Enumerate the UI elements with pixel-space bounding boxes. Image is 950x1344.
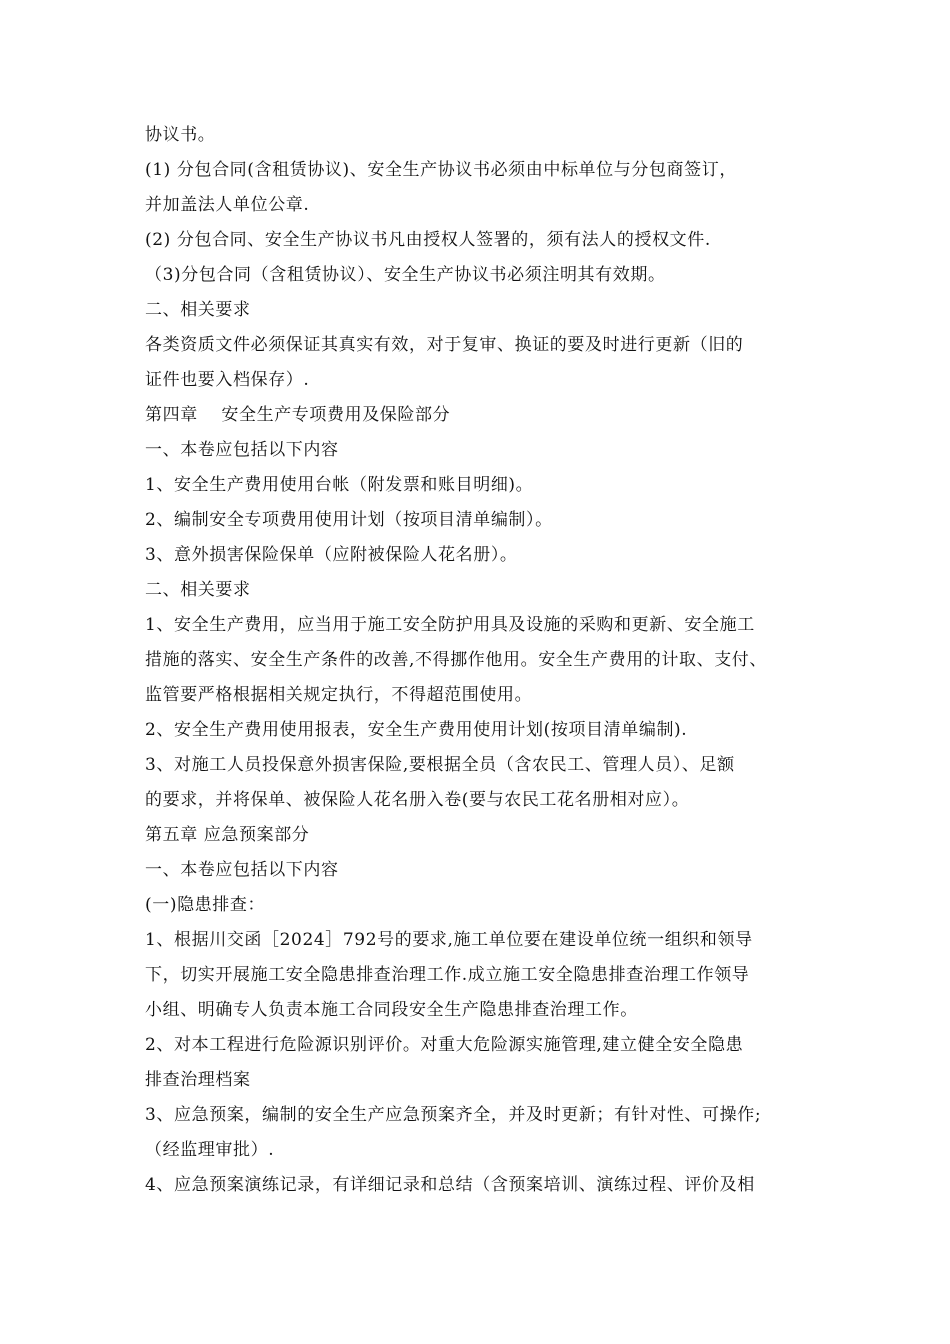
chapter-heading: 第五章 应急预案部分 [145,825,310,845]
text-line: 并加盖法人单位公章. [145,195,310,215]
text-line: 排查治理档案 [145,1070,251,1090]
chapter-heading: 第四章 安全生产专项费用及保险部分 [145,405,451,425]
text-line: 措施的落实、安全生产条件的改善,不得挪作他用。安全生产费用的计取、支付、 [145,650,768,670]
text-line: 2、对本工程进行危险源识别评价。对重大危险源实施管理,建立健全安全隐患 [145,1035,744,1055]
text-line: 2、编制安全专项费用使用计划（按项目清单编制）。 [145,510,553,530]
text-line: （3)分包合同（含租赁协议）、安全生产协议书必须注明其有效期。 [145,265,666,285]
text-line: 1、根据川交函［2024］792号的要求,施工单位要在建设单位统一组织和领导 [145,930,753,950]
text-line: (2) 分包合同、安全生产协议书凡由授权人签署的，须有法人的授权文件. [145,230,711,250]
text-line: 证件也要入档保存）. [145,370,310,390]
text-line: 下，切实开展施工安全隐患排查治理工作.成立施工安全隐患排查治理工作领导 [145,965,750,985]
text-line: (1) 分包合同(含租赁协议)、安全生产协议书必须由中标单位与分包商签订， [145,160,737,180]
text-line: 3、意外损害保险保单（应附被保险人花名册）。 [145,545,518,565]
text-line: 1、安全生产费用，应当用于施工安全防护用具及设施的采购和更新、安全施工 [145,615,755,635]
section-heading: 一、本卷应包括以下内容 [145,440,339,460]
text-line: 1、安全生产费用使用台帐（附发票和账目明细)。 [145,475,534,495]
text-line: 的要求，并将保单、被保险人花名册入卷(要与农民工花名册相对应）。 [145,790,690,810]
text-line: 2、安全生产费用使用报表，安全生产费用使用计划(按项目清单编制). [145,720,688,740]
text-line: 小组、明确专人负责本施工合同段安全生产隐患排查治理工作。 [145,1000,638,1020]
text-line: 监管要严格根据相关规定执行，不得超范围使用。 [145,685,533,705]
text-line: 各类资质文件必须保证其真实有效，对于复审、换证的要及时进行更新（旧的 [145,335,744,355]
text-line: 3、对施工人员投保意外损害保险,要根据全员（含农民工、管理人员）、足额 [145,755,735,775]
text-line: （经监理审批）. [145,1140,275,1160]
document-body [145,118,815,1203]
section-heading: 二、相关要求 [145,300,251,320]
subsection-heading: (一)隐患排查： [145,895,266,915]
section-heading: 一、本卷应包括以下内容 [145,860,339,880]
section-heading: 二、相关要求 [145,580,251,600]
text-line: 3、应急预案，编制的安全生产应急预案齐全，并及时更新；有针对性、可操作; [145,1105,762,1125]
text-line: 协议书。 [145,125,216,145]
text-line: 4、应急预案演练记录，有详细记录和总结（含预案培训、演练过程、评价及相 [145,1175,755,1195]
